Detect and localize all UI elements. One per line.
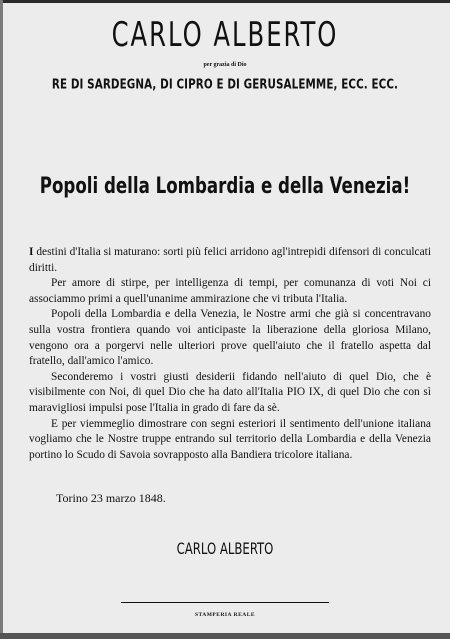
page-edge-top <box>0 0 450 3</box>
paragraph: E per viemmeglio dimostrare con segni esteriori il sentimento dell'unione italiana vogliamo che le Nostre truppe entrando sul territorio della Lombardia e della Venezia portino lo Scudo di Savoia sovrapposto alla Bandiera tricolore italiana. <box>29 417 431 461</box>
headline: Popoli della Lombardia e della Venezia! <box>39 174 411 200</box>
paragraph: Seconderemo i vostri giusti desiderii fidando nell'aiuto di quel Dio, che è visibilmente con Noi, di quel Dio che ha dato all'Italia PIO IX, di quel Dio che con sì maravigliosi impulsi pose l'Italia in grado di fare da sè. <box>29 370 431 414</box>
paragraph: I destini d'Italia si maturano: sorti più felici arridono agl'intrepidi difensori di conculcati diritti. <box>29 246 431 274</box>
printer-imprint: STAMPERIA REALE <box>194 612 256 618</box>
paragraph: Per amore di stirpe, per intelligenza di tempi, per comunanza di voti Noi ci associammo primi a quell'unanime ammirazione che vi tributa l'Italia. <box>29 277 431 305</box>
page-edge-bottom <box>0 633 450 639</box>
proclamation-body <box>29 245 431 463</box>
divider <box>121 602 329 603</box>
royal-titles: RE DI SARDEGNA, DI CIPRO E DI GERUSALEMME, ECC. ECC. <box>51 76 399 93</box>
proclamation-title: CARLO ALBERTO <box>111 16 339 55</box>
grace-line: per grazia di Dio <box>203 62 247 68</box>
signature: CARLO ALBERTO <box>176 541 274 559</box>
paragraph: Popoli della Lombardia e della Venezia, le Nostre armi che già si concentravano sulla vostra frontiera quando voi anticipaste la liberazione della gloriosa Milano, vengono ora a porgervi nelle ulteriori prove quell'aiuto che il fratello aspetta dal fratello, dall'amico l'amico. <box>29 308 431 368</box>
date-line: Torino 23 marzo 1848. <box>56 491 166 505</box>
